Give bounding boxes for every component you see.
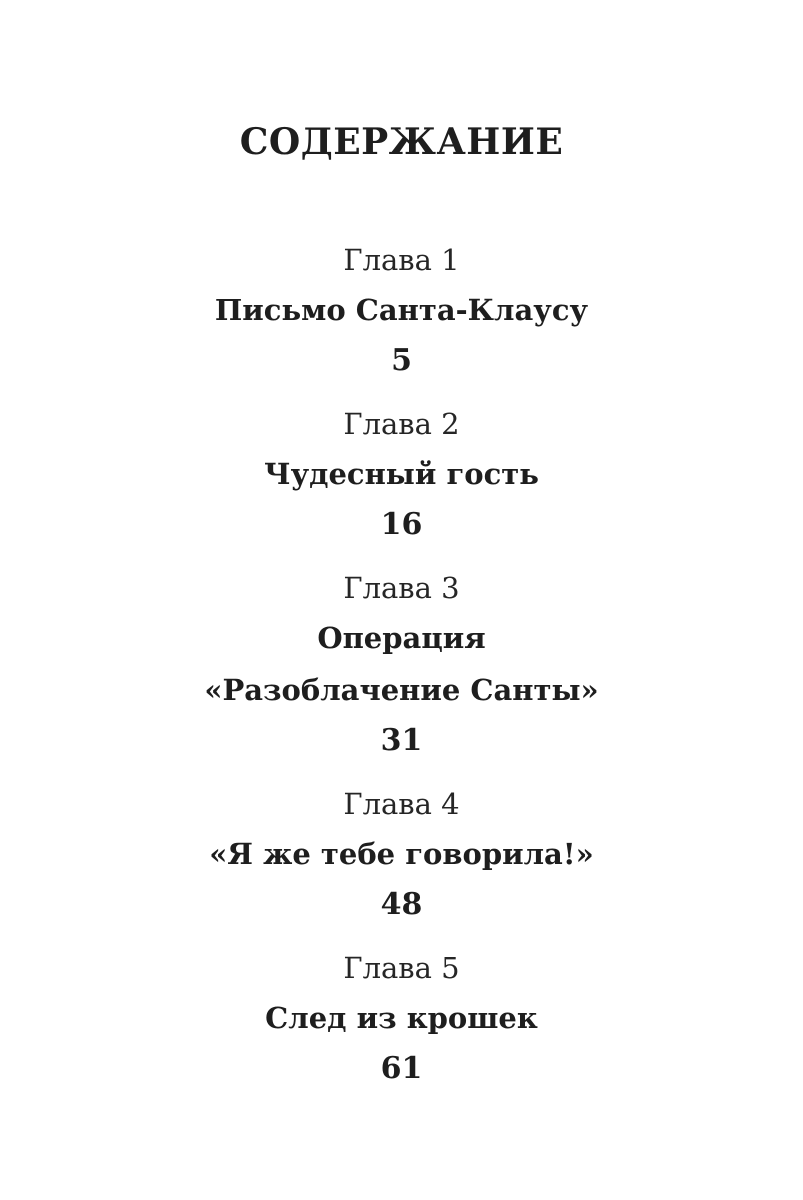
chapter-5-title: След из крошек — [265, 1001, 538, 1035]
chapter-1-label: Глава 1 — [343, 243, 460, 277]
chapter-3-title-line-1: Операция — [317, 621, 486, 655]
chapter-2-title: Чудесный гость — [264, 457, 539, 491]
chapter-4-label: Глава 4 — [343, 787, 460, 821]
chapter-5-page-number: 61 — [380, 1051, 423, 1086]
chapter-2-page-number: 16 — [380, 507, 423, 542]
chapter-4-title: «Я же тебе говорила!» — [209, 837, 594, 871]
chapter-5-label: Глава 5 — [343, 951, 460, 985]
chapter-4-page-number: 48 — [380, 887, 423, 922]
chapter-3-title-line-2: «Разоблачение Санты» — [204, 673, 599, 707]
chapter-3-label: Глава 3 — [343, 571, 460, 605]
chapter-1-page-number: 5 — [391, 343, 412, 378]
chapter-3-page-number: 31 — [380, 723, 423, 758]
chapter-1-title: Письмо Санта-Клаусу — [214, 293, 589, 327]
page-title: СОДЕРЖАНИЕ — [239, 121, 564, 163]
chapter-2-label: Глава 2 — [343, 407, 460, 441]
